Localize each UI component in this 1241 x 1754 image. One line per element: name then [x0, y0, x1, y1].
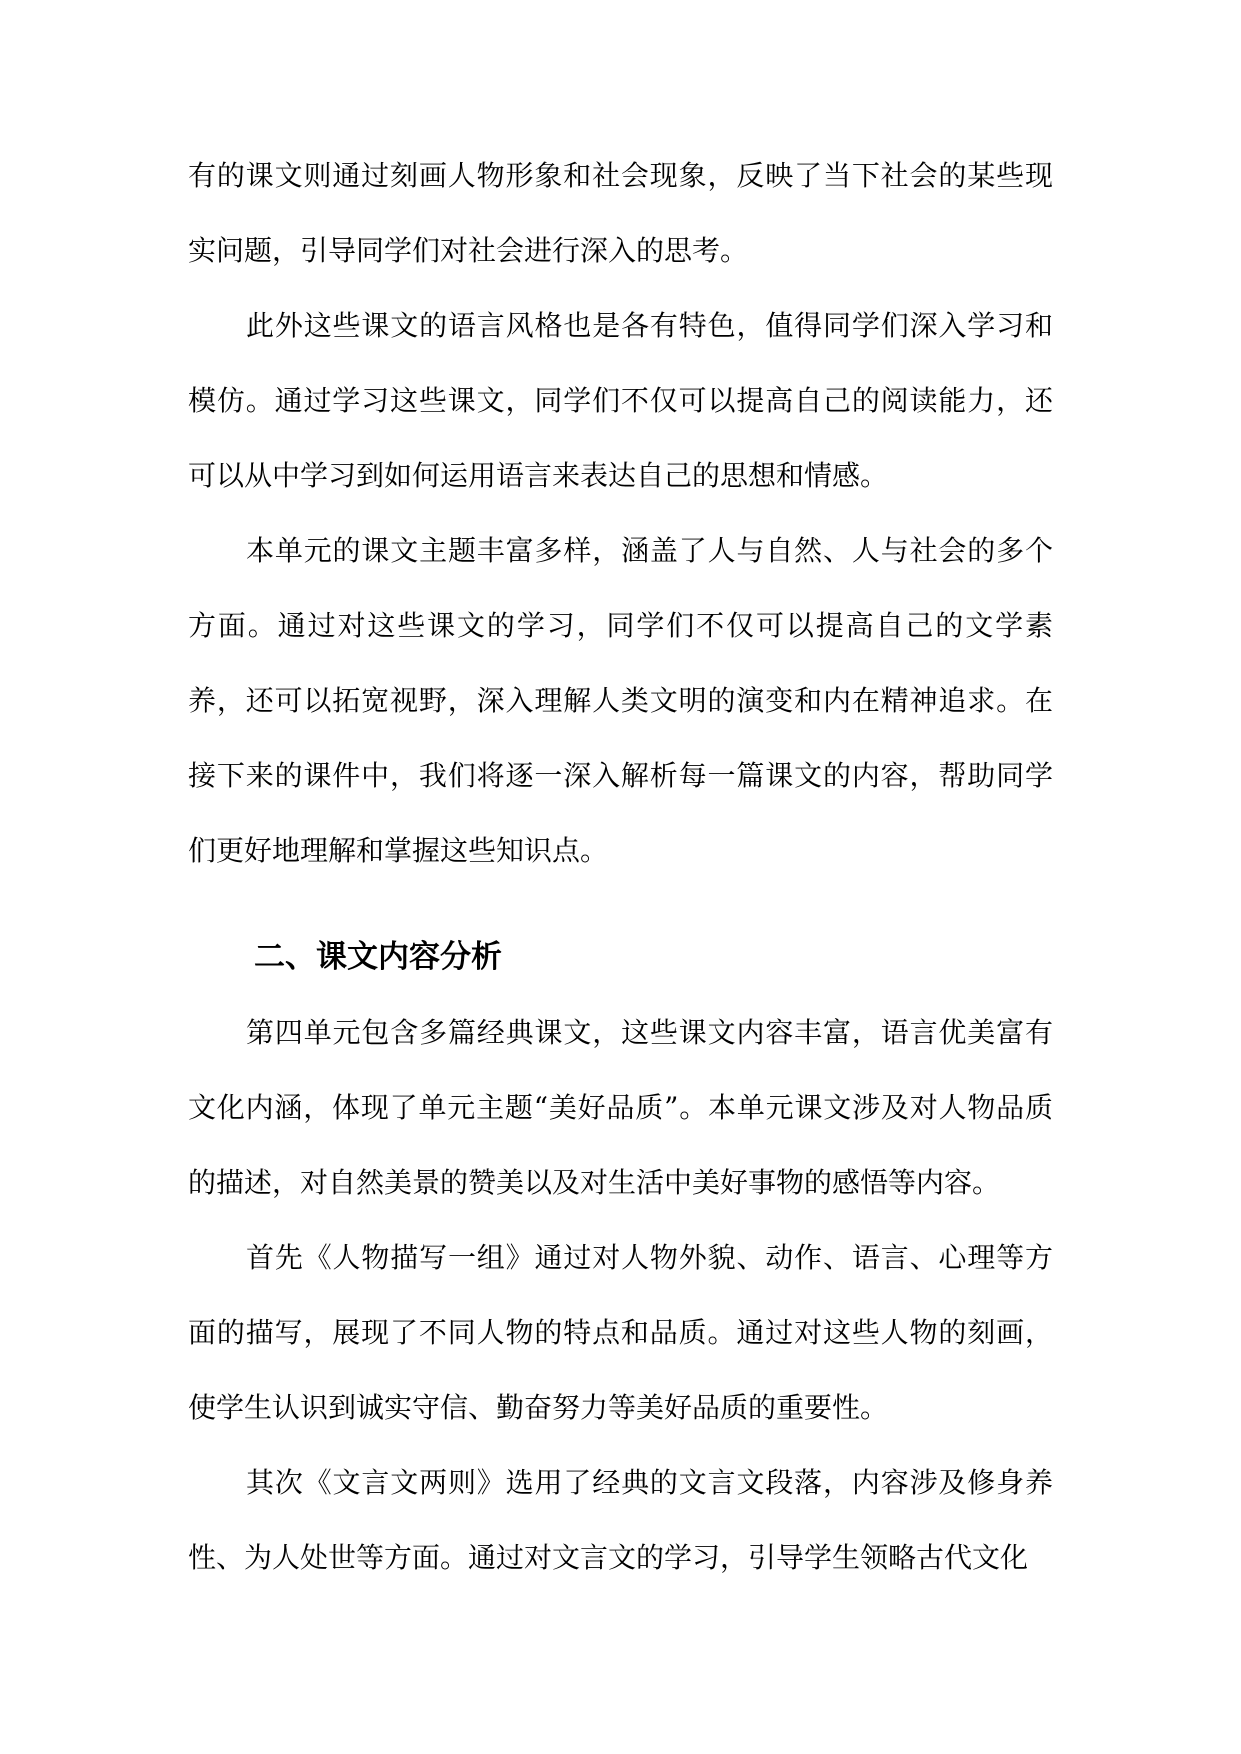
- paragraph-character-description: 首先《人物描写一组》通过对人物外貌、动作、语言、心理等方面的描写，展现了不同人物的特点和品质。通过对这些人物的刻画，使学生认识到诚实守信、勤奋努力等美好品质的重要性。: [188, 1241, 1053, 1424]
- paragraph-unit-four-intro: 第四单元包含多篇经典课文，这些课文内容丰富，语言优美富有文化内涵，体现了单元主题“美好品质”。本单元课文涉及对人物品质的描述，对自然美景的赞美以及对生活中美好事物的感悟等内容。: [188, 1016, 1053, 1199]
- paragraph-continued: 有的课文则通过刻画人物形象和社会现象，反映了当下社会的某些现实问题，引导同学们对社会进行深入的思考。: [188, 159, 1053, 267]
- paragraph-unit-summary: 本单元的课文主题丰富多样，涵盖了人与自然、人与社会的多个方面。通过对这些课文的学习，同学们不仅可以提高自己的文学素养，还可以拓宽视野，深入理解人类文明的演变和内在精神追求。在接下来的课件中，我们将逐一深入解析每一篇课文的内容，帮助同学们更好地理解和掌握这些知识点。: [188, 534, 1053, 867]
- paragraph-language-style: 此外这些课文的语言风格也是各有特色，值得同学们深入学习和模仿。通过学习这些课文，同学们不仅可以提高自己的阅读能力，还可以从中学习到如何运用语言来表达自己的思想和情感。: [188, 309, 1053, 492]
- document-body: [188, 138, 1053, 1595]
- paragraph-classical-chinese: 其次《文言文两则》选用了经典的文言文段落，内容涉及修身养性、为人处世等方面。通过对文言文的学习，引导学生领略古代文化: [188, 1466, 1053, 1574]
- section-heading: 二、课文内容分析: [254, 939, 502, 975]
